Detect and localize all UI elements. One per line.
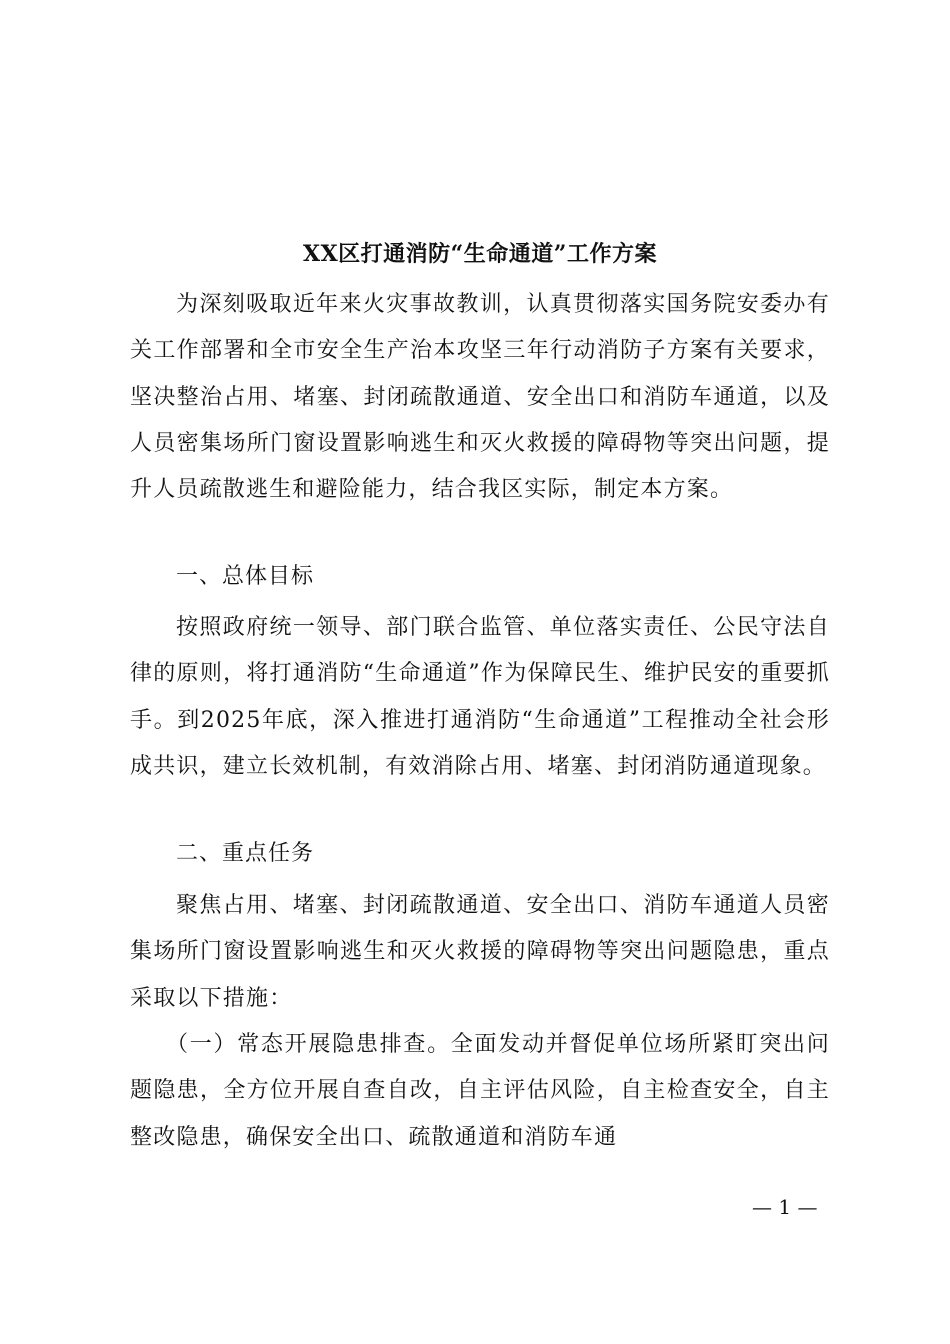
goals-paragraph: 按照政府统一领导、部门联合监管、单位落实责任、公民守法自律的原则，将打通消防“生命通道”作为保障民生、维护民安的重要抓手。到2025年底，深入推进打通消防“生命通道”工程推动全社会形成共识，建立长效机制，有效消除占用、堵塞、封闭消防通道现象。: [130, 615, 830, 779]
tasks-paragraph: 聚焦占用、堵塞、封闭疏散通道、安全出口、消防车通道人员密集场所门窗设置影响逃生和灭火救援的障碍物等突出问题隐患，重点采取以下措施：: [130, 893, 830, 1011]
task-item-1-heading: （一）常态开展隐患排查。: [166, 1032, 451, 1057]
task-item-1-body: 全面发动并督促单位场所紧盯突出问题隐患，全方位开展自查自改，自主评估风险，自主检查安全，自主整改隐患，确保安全出口、疏散通道和消防车通: [130, 1032, 830, 1150]
section-heading-overall-goals: 一、总体目标: [176, 564, 315, 589]
document-title: XX区打通消防“生命通道”工作方案: [303, 241, 657, 267]
intro-paragraph: 为深刻吸取近年来火灾事故教训，认真贯彻落实国务院安委办有关工作部署和全市安全生产治本攻坚三年行动消防子方案有关要求，坚决整治占用、堵塞、封闭疏散通道、安全出口和消防车通道，以及人员密集场所门窗设置影响逃生和灭火救援的障碍物等突出问题，提升人员疏散逃生和避险能力，结合我区实际，制定本方案。: [130, 292, 830, 503]
task-item-1-paragraph: [130, 1022, 830, 1161]
section-heading-key-tasks: 二、重点任务: [176, 841, 315, 866]
page-number: — 1 —: [752, 1195, 818, 1219]
